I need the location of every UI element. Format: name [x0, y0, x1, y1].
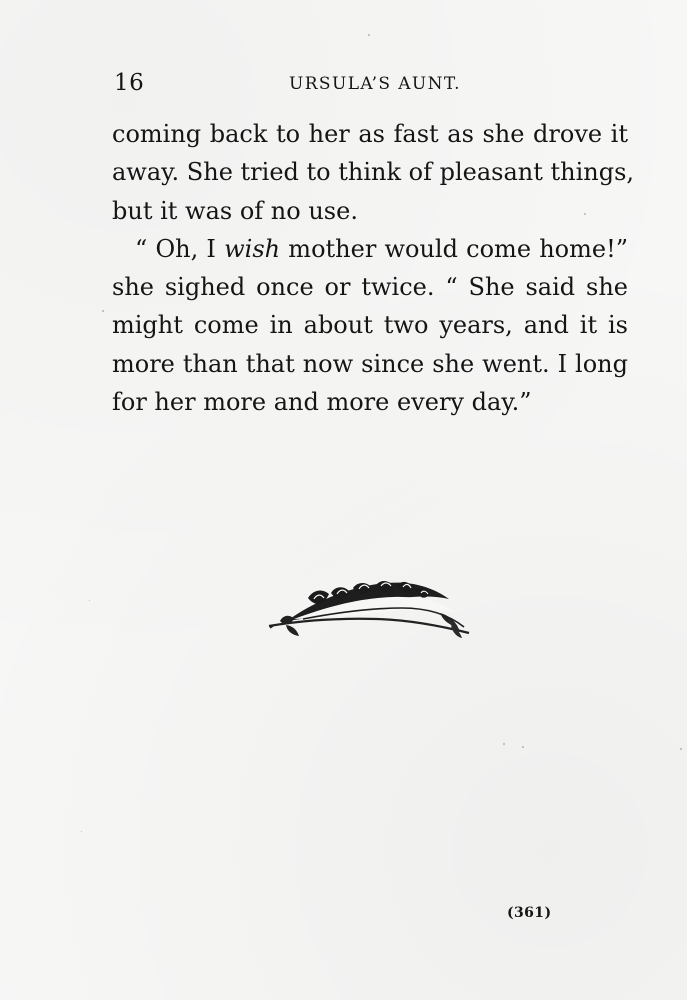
paper-speck: [584, 213, 586, 215]
text-line-2: away. She tried to think of pleasant things,: [112, 158, 635, 187]
paper-speck: [503, 743, 505, 745]
text-line-8: for her more and more every day.”: [112, 388, 532, 417]
chapter-title: URSULA’S AUNT.: [289, 74, 461, 94]
text-line-4: [112, 230, 628, 268]
quote-opening: “ Oh, I: [135, 234, 225, 263]
page-number: 16: [114, 70, 145, 96]
paper-speck: [81, 831, 82, 832]
emphasized-word: wish: [224, 234, 281, 263]
signature-mark: (361): [507, 905, 552, 921]
text-line-1: coming back to her as fast as she drove it: [112, 120, 628, 148]
text-line-6: might come in about two years, and it is: [112, 311, 628, 340]
paper-speck: [368, 34, 370, 36]
paper-speck: [680, 748, 682, 750]
text-line-5: she sighed once or twice. “ She said she: [112, 273, 628, 302]
text-line-7: more than that now since she went. I long: [112, 349, 628, 378]
body-text: [112, 115, 635, 421]
paper-speck: [89, 600, 90, 601]
quote-continuation: mother would come home!”: [280, 234, 628, 263]
running-head: [114, 70, 628, 100]
lily-of-the-valley-ornament-icon: [265, 570, 475, 642]
text-line-3: but it was of no use.: [112, 196, 358, 225]
paper-speck: [522, 746, 524, 748]
paper-speck: [102, 310, 104, 312]
